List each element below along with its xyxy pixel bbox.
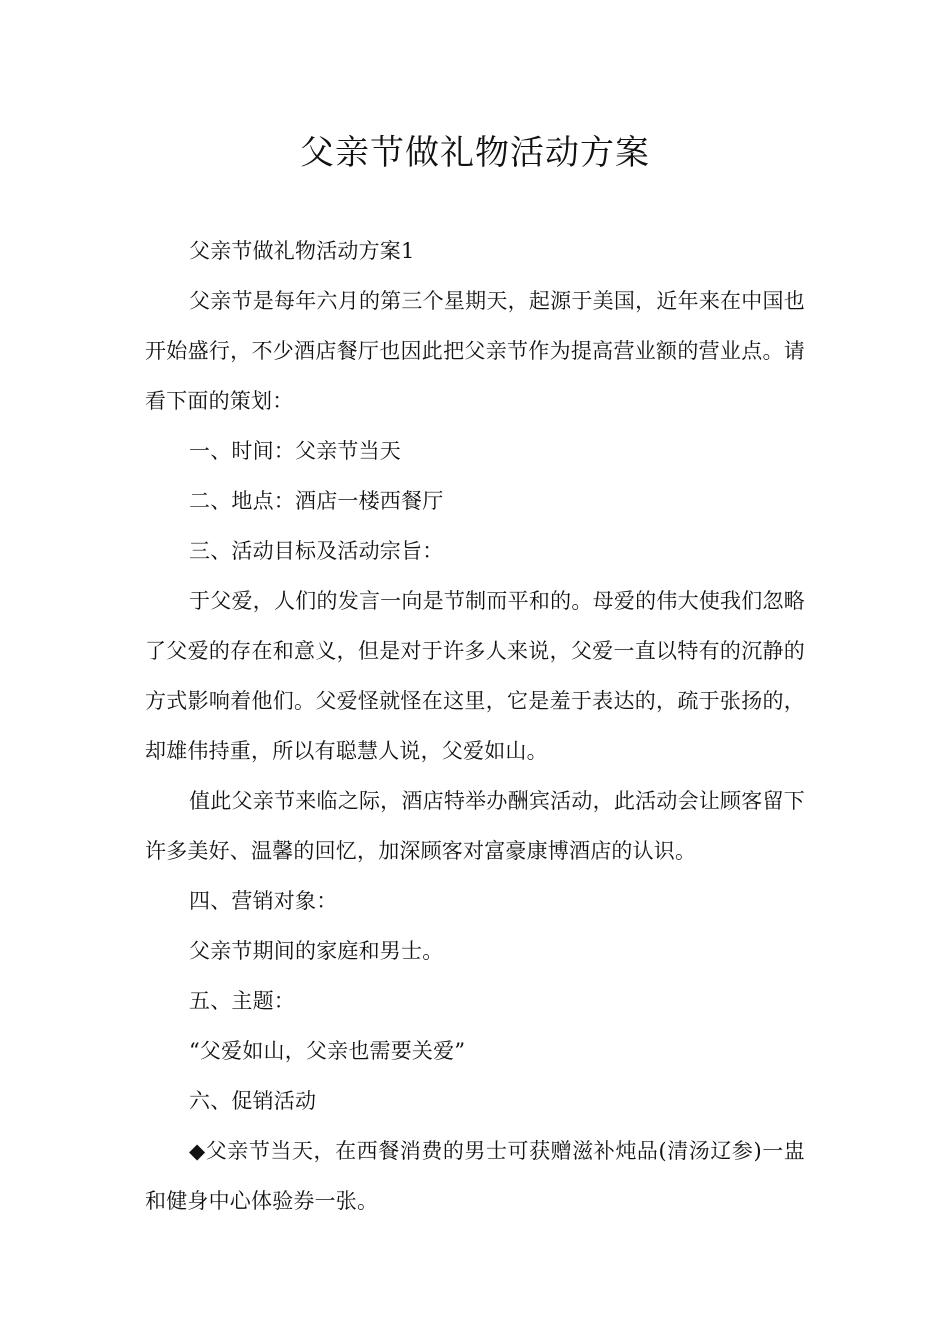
section-theme-heading: 五、主题： — [189, 989, 295, 1013]
intro-paragraph: 父亲节是每年六月的第三个星期天，起源于美国，近年来在中国也开始盛行，不少酒店餐厅也因此把父亲节作为提高营业额的营业点。请看下面的策划： — [145, 289, 805, 413]
section-promotion-heading: 六、促销活动 — [189, 1089, 317, 1113]
section-goals-heading: 三、活动目标及活动宗旨： — [189, 539, 444, 563]
section-location: 二、地点：酒店一楼西餐厅 — [189, 489, 444, 513]
goals-paragraph: 于父爱，人们的发言一向是节制而平和的。母爱的伟大使我们忽略了父爱的存在和意义，但是对于许多人来说，父爱一直以特有的沉静的方式影响着他们。父爱怪就怪在这里，它是羞于表达的，疏于张扬的，却雄伟持重，所以有聪慧人说，父爱如山。 — [145, 589, 805, 763]
document-title: 父亲节做礼物活动方案 — [300, 133, 650, 173]
occasion-paragraph: 值此父亲节来临之际，酒店特举办酬宾活动，此活动会让顾客留下许多美好、温馨的回忆，加深顾客对富豪康博酒店的认识。 — [145, 789, 805, 863]
subtitle-paragraph: 父亲节做礼物活动方案1 — [189, 239, 415, 263]
section-audience-heading: 四、营销对象： — [189, 889, 338, 913]
section-time: 一、时间：父亲节当天 — [189, 439, 401, 463]
audience-paragraph: 父亲节期间的家庭和男士。 — [189, 939, 444, 963]
document-body — [145, 226, 805, 1226]
theme-paragraph: “父爱如山，父亲也需要关爱” — [189, 1039, 466, 1063]
promotion-paragraph: ◆父亲节当天，在西餐消费的男士可获赠滋补炖品(清汤辽参)一盅和健身中心体验券一张。 — [145, 1139, 805, 1213]
